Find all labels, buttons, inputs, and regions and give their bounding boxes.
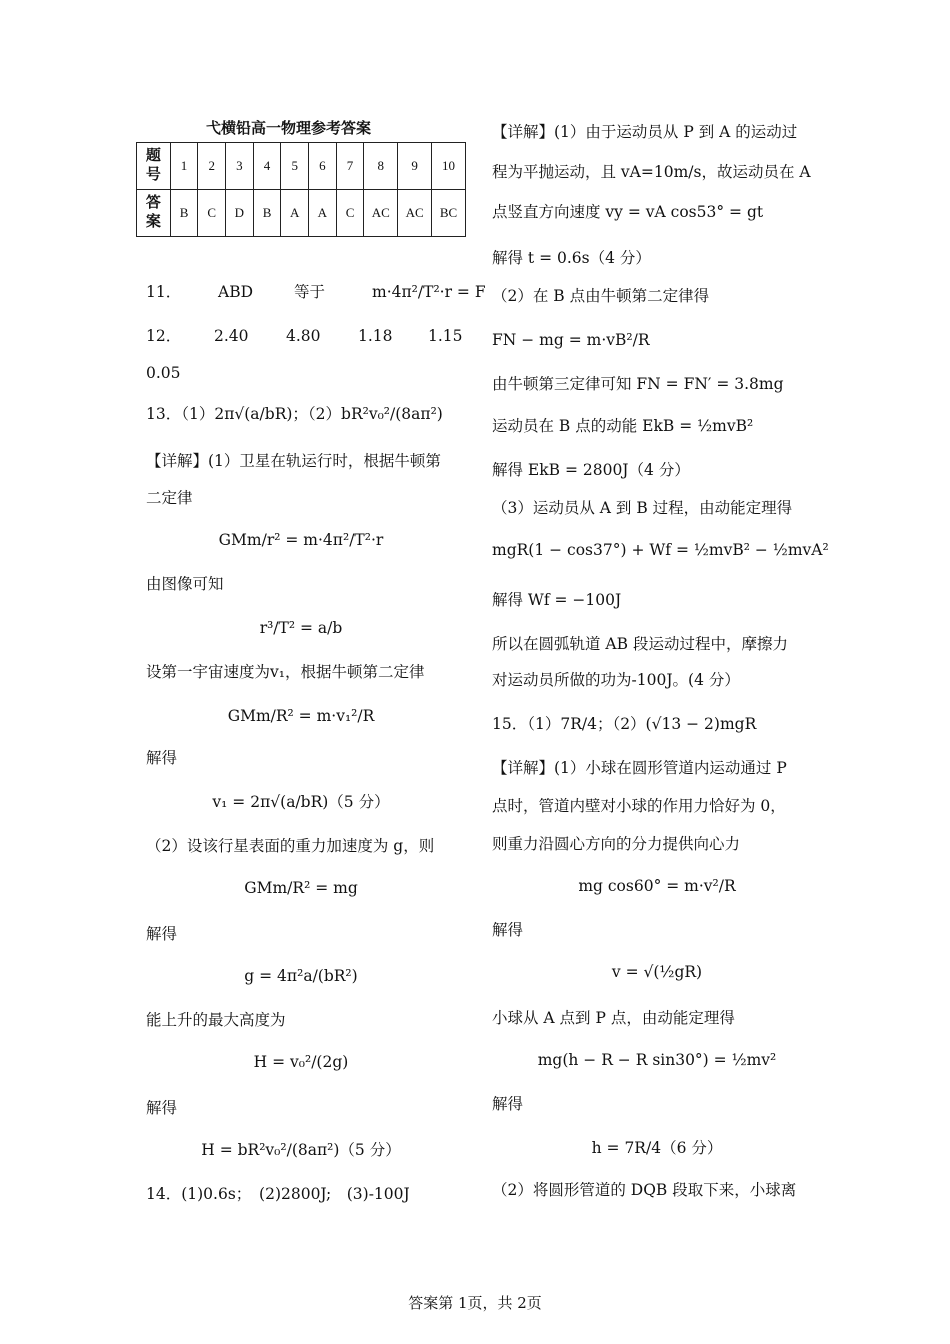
detail-text: 解得 EkB = 2800J（4 分） [492, 461, 690, 479]
detail-text: 小球从 A 点到 P 点，由动能定理得 [492, 1009, 735, 1027]
table-cell: AC [398, 190, 432, 237]
detail-text: 运动员在 B 点的动能 EkB = ½mvB² [492, 417, 754, 435]
row-label-text: 答案 [145, 195, 161, 230]
table-cell: 8 [364, 143, 398, 190]
row-label-numbers [137, 143, 171, 190]
detail-text: 解得 [146, 925, 178, 943]
detail-text: 【详解】(1）卫星在轨运行时，根据牛顿第 [146, 452, 441, 470]
detail-text: 所以在圆弧轨道 AB 段运动过程中，摩擦力 [492, 635, 788, 653]
table-cell: 7 [336, 143, 364, 190]
equation: GMm/r² = m·4π²/T²·r [218, 531, 384, 549]
table-cell: 5 [281, 143, 309, 190]
table-cell: AC [364, 190, 398, 237]
q11-answer-2: 等于 [294, 283, 326, 301]
q12-value-tail: 0.05 [146, 364, 181, 382]
equation: mg(h − R − R sin30°) = ½mv² [537, 1051, 777, 1069]
q12-number: 12． [146, 327, 182, 345]
q12-value: 1.15 [428, 327, 463, 345]
detail-text: 程为平抛运动，且 vA=10m/s，故运动员在 A [492, 163, 811, 181]
q12-value: 1.18 [358, 327, 393, 345]
table-row-answers [137, 190, 466, 237]
table-row-numbers [137, 143, 466, 190]
detail-text: 解得 [146, 1099, 178, 1117]
table-cell: C [198, 190, 226, 237]
table-cell: D [226, 190, 254, 237]
table-cell: B [253, 190, 281, 237]
q14-answers: 14．(1)0.6s； (2)2800J; (3)-100J [146, 1185, 410, 1203]
detail-text: 点竖直方向速度 vy = vA cos53° = gt [492, 203, 764, 221]
q12-value: 4.80 [286, 327, 321, 345]
detail-text: 对运动员所做的功为-100J。(4 分） [492, 671, 740, 689]
q11-equation: m·4π²/T²·r = F [372, 283, 486, 301]
q11-answer: ABD [218, 283, 254, 301]
page-footer: 答案第 1页，共 2页 [408, 1294, 542, 1312]
table-cell: 4 [253, 143, 281, 190]
detail-text: 解得 [492, 1095, 524, 1113]
equation: v₁ = 2π√(a/bR)（5 分） [212, 793, 390, 811]
q15-answers: 15．（1）7R/4；（2）(√13 − 2)mgR [492, 715, 757, 733]
equation: H = bR²v₀²/(8aπ²)（5 分） [201, 1141, 401, 1159]
row-label-answers [137, 190, 171, 237]
table-cell: C [336, 190, 364, 237]
detail-text: （2）将圆形管道的 DQB 段取下来，小球离 [492, 1181, 797, 1199]
equation: v = √(½gR) [611, 963, 703, 981]
detail-text: （2）设该行星表面的重力加速度为 g，则 [146, 837, 435, 855]
table-cell: 3 [226, 143, 254, 190]
detail-text: 解得 Wf = −100J [492, 591, 622, 609]
detail-text: 解得 t = 0.6s（4 分） [492, 249, 651, 267]
table-cell: 6 [309, 143, 337, 190]
equation: h = 7R/4（6 分） [591, 1139, 723, 1157]
equation: mgR(1 − cos37°) + Wf = ½mvB² − ½mvA² [492, 541, 829, 559]
table-cell: 2 [198, 143, 226, 190]
table-cell: A [281, 190, 309, 237]
q12-value: 2.40 [214, 327, 249, 345]
equation: mg cos60° = m·v²/R [578, 877, 736, 895]
table-cell: 9 [398, 143, 432, 190]
detail-text: 点时，管道内壁对小球的作用力恰好为 0， [492, 797, 786, 815]
detail-text: （2）在 B 点由牛顿第二定律得 [492, 287, 710, 305]
row-label-text: 题号 [145, 148, 161, 183]
equation: GMm/R² = m·v₁²/R [227, 707, 375, 725]
detail-text: 二定律 [146, 489, 193, 507]
detail-text: 则重力沿圆心方向的分力提供向心力 [492, 835, 741, 853]
detail-text: 解得 [492, 921, 524, 939]
equation: r³/T² = a/b [259, 619, 343, 637]
detail-text: 设第一宇宙速度为v₁，根据牛顿第二定律 [146, 663, 425, 681]
q13-answers: 13．（1）2π√(a/bR)；（2）bR²v₀²/(8aπ²) [146, 405, 443, 423]
detail-text: 【详解】(1）由于运动员从 P 到 A 的运动过 [492, 123, 798, 141]
detail-text: （3）运动员从 A 到 B 过程，由动能定理得 [492, 499, 793, 517]
table-cell: 1 [170, 143, 198, 190]
q11-number: 11． [146, 283, 182, 301]
detail-text: 解得 [146, 749, 178, 767]
equation: FN − mg = m·vB²/R [492, 331, 650, 349]
detail-text: 【详解】(1）小球在圆形管道内运动通过 P [492, 759, 787, 777]
table-cell: B [170, 190, 198, 237]
equation: g = 4π²a/(bR²) [244, 967, 358, 985]
equation: H = v₀²/(2g) [253, 1053, 349, 1071]
table-cell: A [309, 190, 337, 237]
detail-text: 由牛顿第三定律可知 FN = FN′ = 3.8mg [492, 375, 784, 393]
answer-table [136, 142, 466, 237]
detail-text: 能上升的最大高度为 [146, 1011, 286, 1029]
detail-text: 由图像可知 [146, 575, 224, 593]
equation: GMm/R² = mg [244, 879, 358, 897]
page-title: 弋横铅高一物理参考答案 [206, 119, 372, 137]
table-cell: 10 [432, 143, 466, 190]
table-cell: BC [432, 190, 466, 237]
